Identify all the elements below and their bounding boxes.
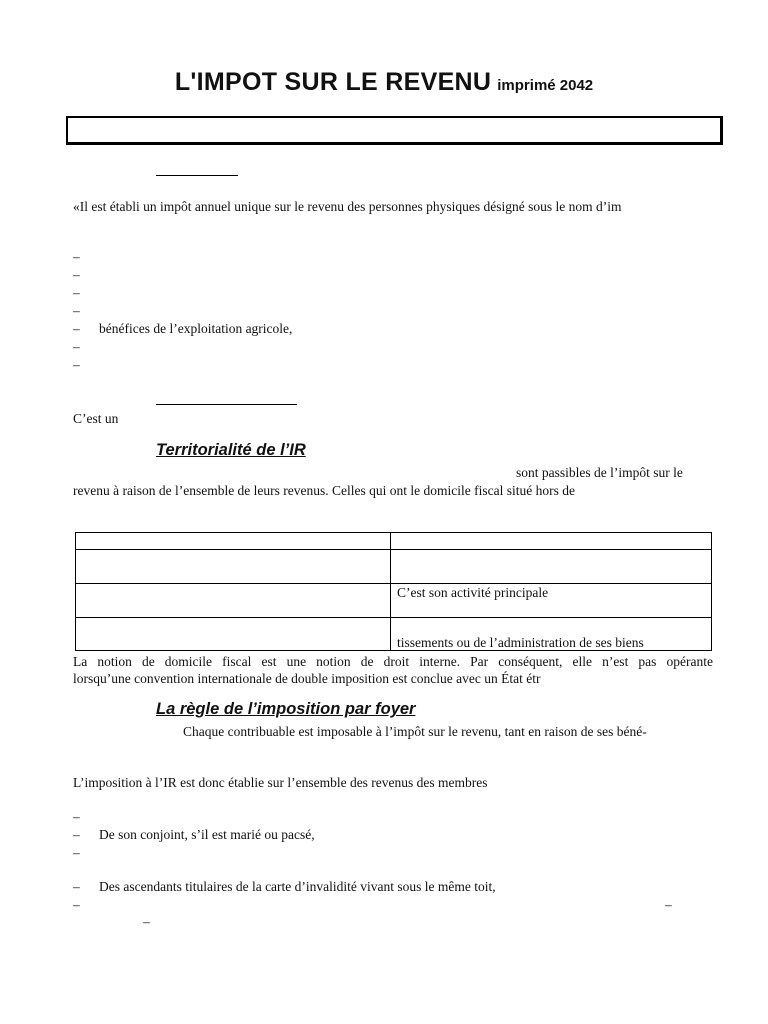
list-dash: – bbox=[143, 914, 150, 929]
list-dash: – bbox=[73, 339, 80, 354]
list-dash: – bbox=[73, 321, 80, 336]
table-row bbox=[76, 550, 712, 584]
blank-frame-box bbox=[66, 116, 723, 145]
nature-text: C’est un bbox=[73, 411, 119, 426]
list-dash: – bbox=[73, 303, 80, 318]
list-item: bénéfices de l’exploitation agricole, bbox=[99, 321, 293, 336]
list-dash: – bbox=[73, 285, 80, 300]
table-cell bbox=[76, 533, 391, 550]
table-cell: C’est son activité principale bbox=[391, 584, 712, 618]
list-dash: – bbox=[73, 809, 80, 824]
foyer-line1: Chaque contribuable est imposable à l’impôt sur le revenu, tant en raison de ses béné- bbox=[183, 724, 647, 739]
list-dash: – bbox=[73, 249, 80, 264]
domicile-line1: La notion de domicile fiscal est une notion de droit interne. Par conséquent, elle n’est pas opérante bbox=[73, 654, 713, 669]
table-cell bbox=[76, 618, 391, 651]
table-cell bbox=[76, 550, 391, 584]
territorialite-line2: revenu à raison de l’ensemble de leurs revenus. Celles qui ont le domicile fiscal situé hors de bbox=[73, 483, 575, 498]
list-dash: – bbox=[73, 267, 80, 282]
table-cell: tissements ou de l’administration de ses biens bbox=[391, 618, 712, 651]
page-title bbox=[0, 68, 768, 97]
title-subtitle: imprimé 2042 bbox=[497, 77, 594, 94]
list-item: De son conjoint, s’il est marié ou pacsé, bbox=[99, 827, 315, 842]
domicile-line2: lorsqu’une convention internationale de double imposition est conclue avec un État étr bbox=[73, 671, 541, 686]
blank-heading-underline bbox=[156, 175, 238, 176]
list-dash: – bbox=[73, 879, 80, 894]
table-cell bbox=[391, 550, 712, 584]
table-row bbox=[76, 533, 712, 550]
list-dash: – bbox=[665, 897, 672, 912]
table-row bbox=[76, 618, 712, 651]
section-heading-foyer: La règle de l’imposition par foyer bbox=[156, 700, 416, 718]
intro-quote: «Il est établi un impôt annuel unique sur le revenu des personnes physiques désigné sous le nom d’im bbox=[73, 199, 622, 214]
list-dash: – bbox=[73, 357, 80, 372]
table-row bbox=[76, 584, 712, 618]
list-dash: – bbox=[73, 827, 80, 842]
list-dash: – bbox=[73, 897, 80, 912]
blank-heading-underline bbox=[156, 404, 297, 405]
section-heading-territorialite: Territorialité de l’IR bbox=[156, 441, 306, 459]
list-item: Des ascendants titulaires de la carte d’invalidité vivant sous le même toit, bbox=[99, 879, 496, 894]
territorialite-line1: sont passibles de l’impôt sur le bbox=[516, 465, 683, 480]
list-dash: – bbox=[73, 845, 80, 860]
table-cell bbox=[391, 533, 712, 550]
foyer-line2: L’imposition à l’IR est donc établie sur l’ensemble des revenus des membres bbox=[73, 775, 488, 790]
domicile-criteria-table bbox=[75, 532, 712, 651]
table-cell bbox=[76, 584, 391, 618]
title-main: L'IMPOT SUR LE REVENU bbox=[174, 68, 492, 96]
